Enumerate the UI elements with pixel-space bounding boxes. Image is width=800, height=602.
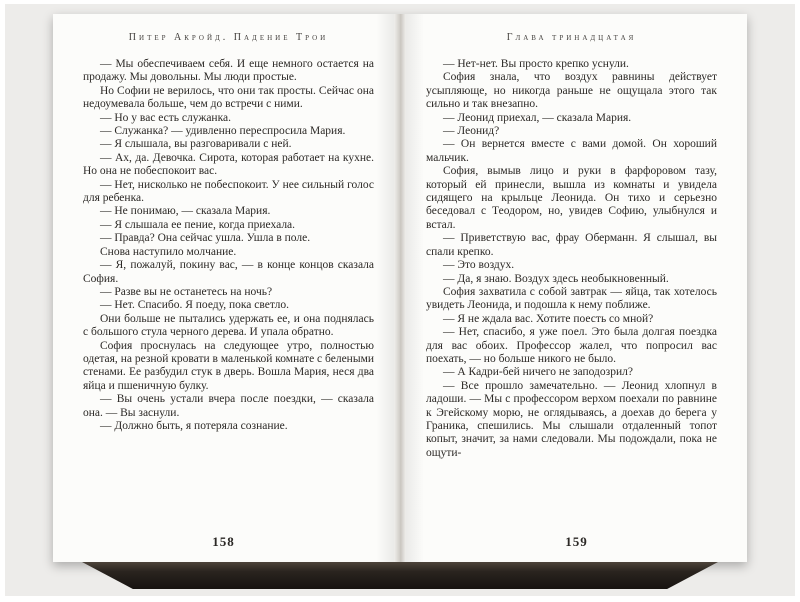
paragraph: — Нет-нет. Вы просто крепко уснули. [443, 58, 629, 70]
running-head-left: Питер Акройд. Падение Трои [128, 32, 329, 43]
paragraph: — Не понимаю, — сказала Мария. [100, 205, 271, 218]
running-head-right: Глава тринадцатая [506, 32, 637, 43]
paragraph: — Правда? Она сейчас ушла. Ушла в поле. [100, 232, 311, 245]
paragraph: — Это воздух. [443, 259, 515, 272]
paragraph: — Нет, нисколько не побеспокоит. У нее сильный голос для ребенка. [83, 178, 374, 205]
page-number-right: 159 [565, 534, 588, 549]
paragraph: — Он вернется вместе с вами домой. Он хороший мальчик. [426, 138, 717, 164]
paragraph: — Служанка? — удивленно переспросила Мария. [100, 125, 346, 138]
paragraph: — Ах, да. Девочка. Сирота, которая работает на кухне. Но она не побеспокоит вас. [83, 151, 374, 178]
paragraph: — Я, пожалуй, покину вас, — в конце концов сказала София. [83, 259, 374, 285]
book-photo [5, 4, 795, 596]
page-left [53, 14, 394, 562]
book-bottom-page-edge [82, 562, 718, 589]
paragraph: София знала, что воздух равнины действует усыпляюще, но никогда раньше не ощущала этого так сильно и так внезапно. [426, 71, 717, 111]
page-text-right [426, 58, 717, 460]
paragraph: — А Кадри-бей ничего не заподозрил? [443, 366, 633, 379]
paragraph: Они больше не пытались удержать ее, и она поднялась с большого стула черного дерева. И упала обратно. [83, 312, 374, 339]
paragraph: — Приветствую вас, фрау Оберманн. Я слышал, вы спали крепко. [426, 232, 717, 258]
paragraph: — Мы обеспечиваем себя. И еще немного остается на продажу. Мы довольны. Мы люди простые. [83, 58, 374, 84]
paragraph: — Да, я знаю. Воздух здесь необыкновенный. [443, 272, 669, 285]
paragraph: — Я слышала ее пение, когда приехала. [100, 218, 296, 231]
paragraph: — Леонид? [443, 125, 500, 138]
paragraph: София проснулась на следующее утро, полностью одетая, на резной кровати в маленькой комнате с белеными стенами. Ее разбудил стук в дверь. Вошла Мария, неся два яйца и пшеничную булку. [83, 339, 374, 392]
paragraph: — Леонид приехал, — сказала Мария. [443, 111, 632, 124]
paragraph: София, вымыв лицо и руки в фарфоровом тазу, который ей принесли, вышла из комнаты и увидела сидящего на крыльце Леонида. Он тихо и серьезно беседовал с Теодором, но, увидев Софию, улыбнулся и встал. [426, 165, 717, 231]
page-right [406, 14, 747, 562]
book-gutter [394, 14, 406, 562]
paragraph: — Я не ждала вас. Хотите поесть со мной? [443, 312, 654, 325]
paragraph: Но Софии не верилось, что они так просты. Сейчас она недоумевала больше, чем до встречи с ними. [83, 84, 374, 111]
paragraph: — Нет, спасибо, я уже поел. Это была долгая поездка для вас обоих. Профессор жалел, что попросил вас поехать, — но больше никого не было. [426, 326, 717, 365]
paragraph: София захватила с собой завтрак — яйца, так хотелось увидеть Леонида, и подошла к нему поближе. [426, 285, 717, 312]
page-number-left: 158 [212, 534, 235, 549]
paragraph: Снова наступило молчание. [100, 245, 237, 258]
paragraph: — Должно быть, я потеряла сознание. [100, 419, 288, 432]
page-text-left [83, 58, 374, 433]
paragraph: — Разве вы не останетесь на ночь? [100, 285, 273, 298]
book-spread [53, 14, 747, 562]
paragraph: — Все прошло замечательно. — Леонид хлопнул в ладоши. — Мы с профессором верхом поехали по равнине к Эгейскому морю, не оглядываясь, а доехав до берега у Граника, спешились. Мы слышали отдаленный топот копыт, значит, за нами следовали. Мы подождали, пока не ощути- [426, 379, 717, 459]
paragraph: — Нет. Спасибо. Я поеду, пока светло. [100, 299, 289, 312]
paragraph: — Я слышала, вы разговаривали с ней. [100, 138, 292, 151]
paragraph: — Но у вас есть служанка. [100, 111, 231, 124]
paragraph: — Вы очень устали вчера после поездки, — сказала она. — Вы заснули. [83, 393, 374, 419]
